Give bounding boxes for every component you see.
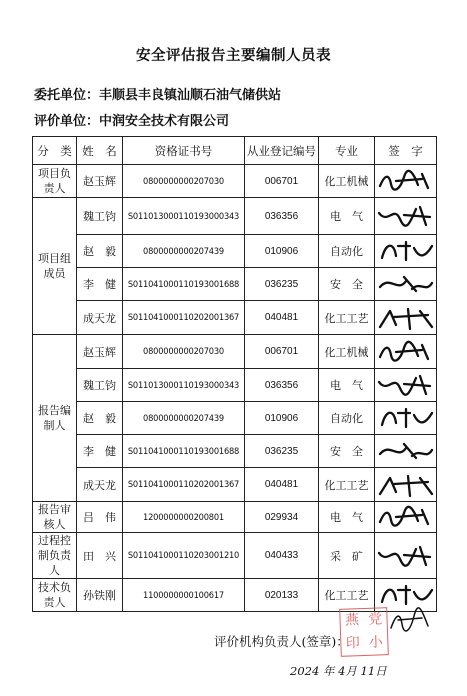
major-cell: 化工工艺	[319, 579, 375, 612]
major-cell: 化工工艺	[319, 301, 375, 335]
handwritten-signature	[376, 203, 436, 229]
header-cert: 资格证书号	[123, 137, 245, 165]
reg-cell: 040433	[245, 533, 319, 579]
reg-cell: 010906	[245, 402, 319, 435]
name-cell: 李 健	[77, 268, 123, 301]
handwritten-signature	[376, 339, 436, 365]
major-cell: 化工机械	[319, 335, 375, 369]
major-cell: 采 矿	[319, 533, 375, 579]
name-cell: 魏工钧	[77, 198, 123, 235]
table-row	[33, 335, 437, 369]
signature-cell	[375, 533, 437, 579]
table-row	[33, 268, 437, 301]
reg-cell: 029934	[245, 502, 319, 533]
name-cell: 赵玉辉	[77, 335, 123, 369]
cert-cell: S011013000110193000343	[123, 369, 245, 402]
major-cell: 安 全	[319, 435, 375, 468]
handwritten-signature	[376, 472, 436, 498]
table-row	[33, 502, 437, 533]
name-cell: 赵 毅	[77, 402, 123, 435]
handwritten-signature	[376, 405, 436, 431]
staff-table-header	[33, 137, 437, 165]
institution-seal	[339, 607, 389, 657]
major-cell: 电 气	[319, 198, 375, 235]
handwritten-signature	[376, 438, 436, 464]
category-cell: 项目负责人	[33, 165, 77, 198]
reg-cell: 006701	[245, 165, 319, 198]
major-cell: 自动化	[319, 402, 375, 435]
reg-cell: 010906	[245, 235, 319, 268]
major-cell: 化工工艺	[319, 468, 375, 502]
handwritten-signature	[376, 305, 436, 331]
table-row	[33, 301, 437, 335]
signature-cell	[375, 301, 437, 335]
signature-cell	[375, 402, 437, 435]
handwritten-signature	[376, 372, 436, 398]
table-row	[33, 235, 437, 268]
category-cell: 项目组成员	[33, 198, 77, 335]
reg-cell: 040481	[245, 301, 319, 335]
table-row	[33, 533, 437, 579]
handwritten-signature	[376, 504, 436, 530]
header-major: 专业	[319, 137, 375, 165]
reg-cell: 036235	[245, 268, 319, 301]
handwritten-signature	[376, 168, 436, 194]
cert-cell: S011041000110203001210	[123, 533, 245, 579]
table-row	[33, 402, 437, 435]
table-row	[33, 165, 437, 198]
signature-cell	[375, 468, 437, 502]
signature-cell	[375, 198, 437, 235]
cert-cell: S011013000110193000343	[123, 198, 245, 235]
cert-cell: S011041000110202001367	[123, 468, 245, 502]
reg-cell: 036235	[245, 435, 319, 468]
name-cell: 赵玉辉	[77, 165, 123, 198]
header-reg: 从业登记编号	[245, 137, 319, 165]
seal-char: 燕	[344, 612, 360, 629]
handwritten-signature	[376, 238, 436, 264]
name-cell: 赵 毅	[77, 235, 123, 268]
table-row	[33, 468, 437, 502]
handwritten-signature	[376, 543, 436, 569]
seal-char: 小	[368, 634, 384, 651]
name-cell: 魏工钧	[77, 369, 123, 402]
cert-cell: 0800000000207030	[123, 335, 245, 369]
cert-cell: 1200000000200801	[123, 502, 245, 533]
evaluator-unit-line: 评价单位：中润安全技术有限公司	[34, 114, 230, 129]
signature-cell	[375, 435, 437, 468]
category-cell: 报告编制人	[33, 335, 77, 502]
category-cell: 报告审核人	[33, 502, 77, 533]
cert-cell: 0800000000207439	[123, 235, 245, 268]
signature-cell	[375, 235, 437, 268]
signature-cell	[375, 335, 437, 369]
handwritten-signature	[376, 582, 436, 608]
entrust-unit-line: 委托单位：丰顺县丰良镇汕顺石油气储供站	[34, 88, 282, 103]
seal-char: 印	[345, 635, 361, 652]
sign-date: 2024 年 4月 11日	[290, 664, 387, 678]
major-cell: 安 全	[319, 268, 375, 301]
reg-cell: 020133	[245, 579, 319, 612]
major-cell: 电 气	[319, 369, 375, 402]
header-category: 分 类	[33, 137, 77, 165]
name-cell: 吕 伟	[77, 502, 123, 533]
reg-cell: 006701	[245, 335, 319, 369]
cert-cell: S011041000110202001367	[123, 301, 245, 335]
cert-cell: S011041000110193001688	[123, 435, 245, 468]
cert-cell: 1100000000100617	[123, 579, 245, 612]
staff-table-body	[33, 165, 437, 612]
reg-cell: 040481	[245, 468, 319, 502]
table-row	[33, 369, 437, 402]
staff-table	[32, 136, 437, 612]
reg-cell: 036356	[245, 198, 319, 235]
name-cell: 孙铁刚	[77, 579, 123, 612]
name-cell: 田 兴	[77, 533, 123, 579]
signature-cell	[375, 369, 437, 402]
responsible-label: 评价机构负责人(签章)：	[214, 634, 349, 649]
table-row	[33, 198, 437, 235]
page-title: 安全评估报告主要编制人员表	[136, 47, 331, 64]
header-name: 姓 名	[77, 137, 123, 165]
signature-cell	[375, 268, 437, 301]
signature-cell	[375, 502, 437, 533]
signature-cell	[375, 165, 437, 198]
cert-cell: S011041000110193001688	[123, 268, 245, 301]
responsible-signature	[388, 606, 432, 636]
major-cell: 化工机械	[319, 165, 375, 198]
name-cell: 成天龙	[77, 468, 123, 502]
handwritten-signature	[376, 271, 436, 297]
category-cell: 技术负责人	[33, 579, 77, 612]
name-cell: 李 健	[77, 435, 123, 468]
header-signature: 签 字	[375, 137, 437, 165]
cert-cell: 0800000000207439	[123, 402, 245, 435]
table-row	[33, 435, 437, 468]
category-cell: 过程控制负责人	[33, 533, 77, 579]
major-cell: 电 气	[319, 502, 375, 533]
seal-char: 党	[367, 611, 383, 628]
major-cell: 自动化	[319, 235, 375, 268]
cert-cell: 0800000000207030	[123, 165, 245, 198]
name-cell: 成天龙	[77, 301, 123, 335]
reg-cell: 036356	[245, 369, 319, 402]
